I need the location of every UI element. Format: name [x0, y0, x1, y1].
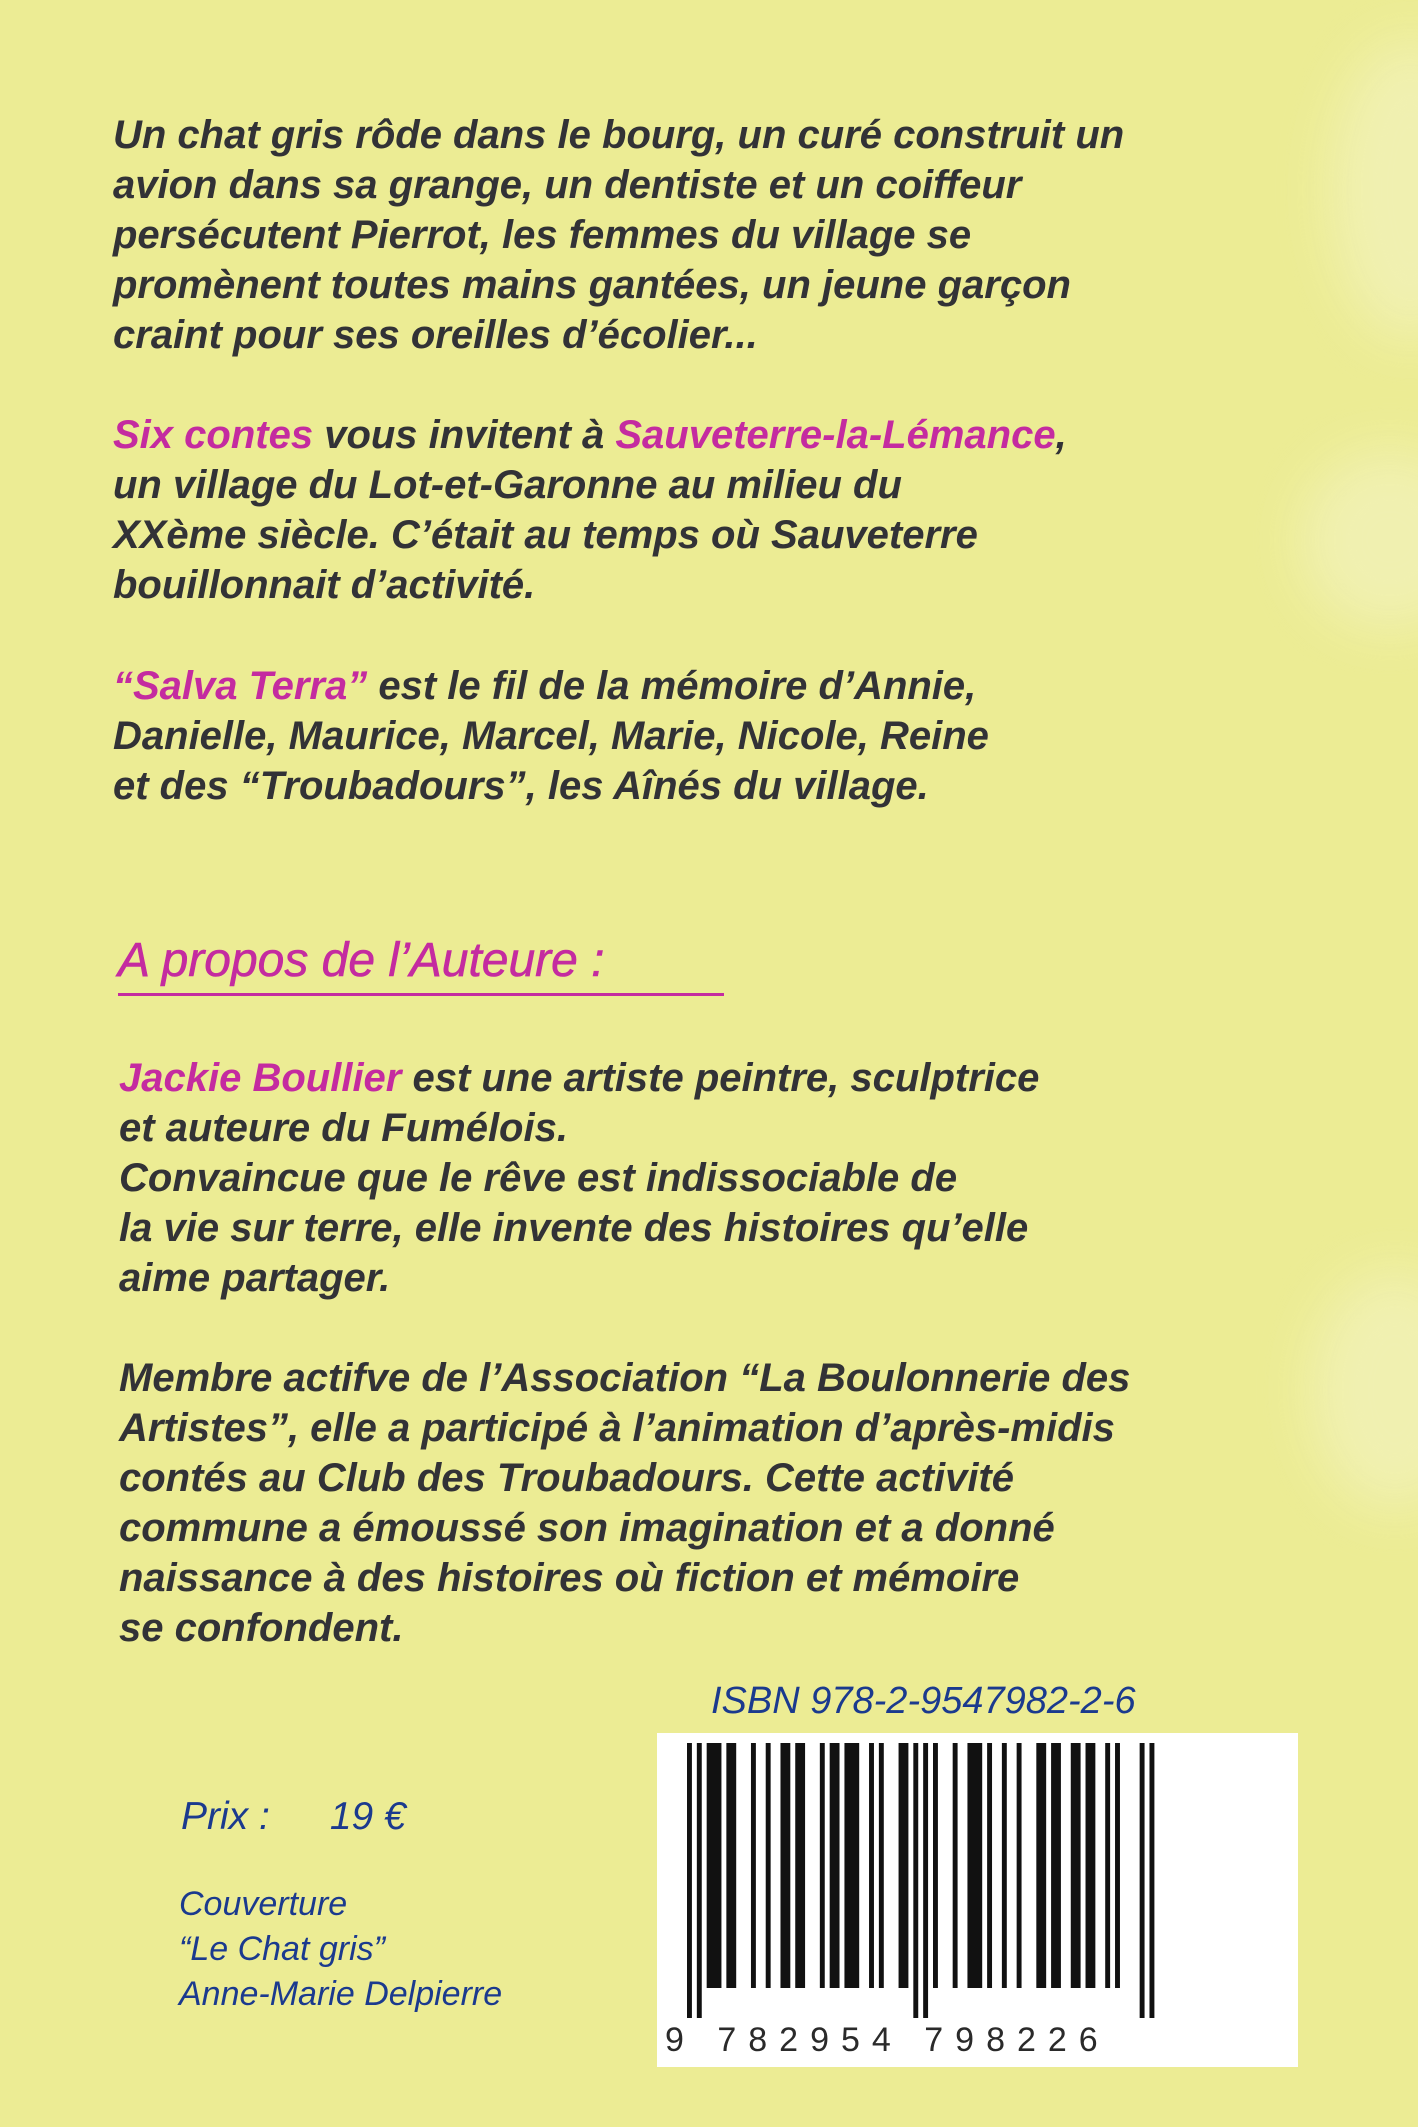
barcode-bar [1149, 1743, 1154, 2018]
barcode-bar [795, 1743, 805, 1988]
barcode-bar [1140, 1743, 1145, 2018]
barcode-bar [707, 1743, 722, 1988]
membre-paragraph: Membre actifve de l’Association “La Boulonnerie des Artistes”, elle a participé à l’animation d’après-midis contés au Club des Troubadours. Cette activité commune a émoussé son imagination et a donné naissance à des histoires où fiction et mémoire se confondent. [119, 1356, 1131, 1650]
barcode-bar [1071, 1743, 1081, 1988]
barcode-graphic [657, 1733, 1298, 2067]
barcode-bar [933, 1743, 938, 1988]
highlight-salva-terra: “Salva Terra” [113, 664, 368, 708]
barcode-bar [1002, 1743, 1007, 1988]
barcode-bar [913, 1743, 918, 2018]
salva-terra-paragraph: “Salva Terra” est le fil de la mémoire d’Annie, Danielle, Maurice, Marcel, Marie, Nicole, Reine et des “Troubadours”, les Aînés du village. [113, 664, 989, 808]
background-highlight [1300, 450, 1418, 630]
barcode-bar [830, 1743, 840, 1988]
barcode-bar [1115, 1743, 1120, 1988]
barcode-bar [1036, 1743, 1046, 1988]
barcode-bar [899, 1743, 909, 1988]
barcode-bar [869, 1743, 874, 1988]
barcode-bar [1086, 1743, 1096, 1988]
barcode-bar [766, 1743, 771, 1988]
contes-paragraph: Six contes vous invitent à Sauveterre-la-Lémance, un village du Lot-et-Garonne au milieu du XXème siècle. C’était au temps où Sauveterre bouillonnait d’activité. [113, 413, 1067, 607]
background-highlight [1310, 1270, 1418, 1510]
intro-paragraph: Un chat gris rôde dans le bourg, un curé construit un avion dans sa grange, un dentiste et un coiffeur persécutent Pierrot, les femmes du village se promènent toutes mains gantées, un jeune garçon craint pour ses oreilles d’écolier... [113, 113, 1125, 357]
highlight-six-contes: Six contes [113, 413, 314, 457]
barcode-bar [987, 1743, 992, 1988]
barcode-bar [923, 1743, 928, 2018]
author-heading: A propos de l’Auteure : [118, 934, 605, 987]
cover-credits: Couverture “Le Chat gris” Anne-Marie Delpierre [179, 1885, 503, 2013]
barcode-bar [844, 1743, 859, 1988]
barcode-bar [697, 1743, 702, 2018]
background-highlight [1330, 40, 1418, 340]
barcode-digits: 9 782954 798226 [665, 2021, 1110, 2059]
barcode-bar [687, 1743, 692, 2018]
isbn-label: ISBN 978-2-9547982-2-6 [711, 1680, 1136, 1722]
barcode [657, 1733, 1298, 2067]
barcode-bar [751, 1743, 756, 1988]
barcode-bar [967, 1743, 982, 1988]
barcode-bar [726, 1743, 736, 1988]
highlight-village-name: Sauveterre-la-Lémance [615, 413, 1056, 457]
barcode-bar [1017, 1743, 1022, 1988]
price-label: Prix : [181, 1795, 270, 1838]
barcode-bar [1105, 1743, 1110, 1988]
barcode-bar [953, 1743, 958, 1988]
heading-underline [118, 993, 724, 996]
barcode-bar [879, 1743, 884, 1988]
barcode-bar [1051, 1743, 1061, 1988]
author-name: Jackie Boullier [119, 1056, 402, 1100]
price [181, 1794, 406, 1840]
price-value: 19 € [329, 1795, 406, 1838]
barcode-bar [820, 1743, 825, 1988]
author-paragraph: Jackie Boullier est une artiste peintre, sculptrice et auteure du Fumélois. Convaincue que le rêve est indissociable de la vie sur terre, elle invente des histoires qu’elle aime partager. [119, 1056, 1040, 1300]
barcode-bar [780, 1743, 790, 1988]
